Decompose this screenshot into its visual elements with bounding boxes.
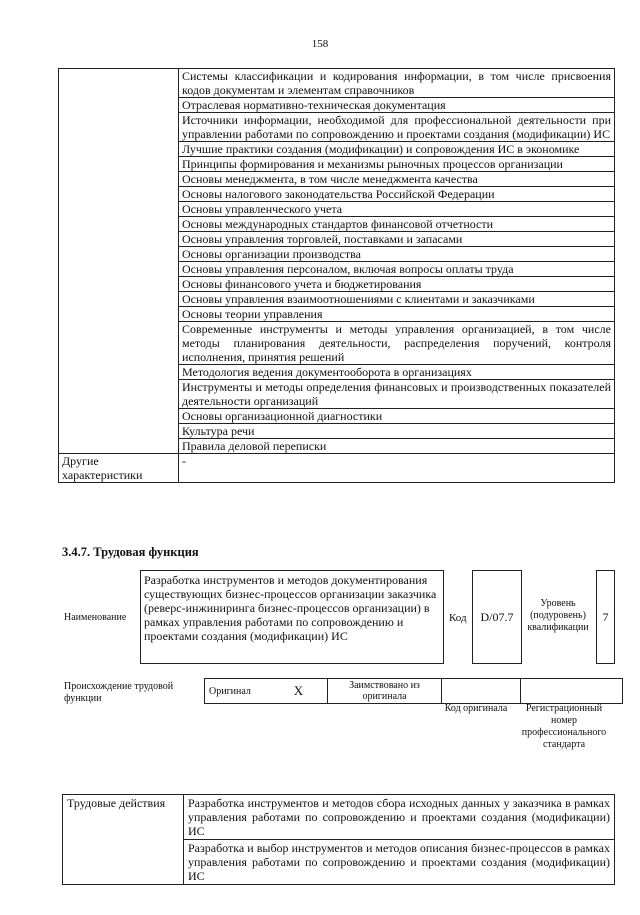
knowledge-item: Инструменты и методы определения финансовых и производственных показателей деятельности организаций (179, 380, 615, 409)
other-value: - (179, 454, 615, 483)
knowledge-item: Основы управленческого учета (179, 202, 615, 217)
knowledge-item: Основы организации производства (179, 247, 615, 262)
origin-label: Происхождение трудовой функции (64, 681, 174, 704)
function-name-box (140, 570, 444, 664)
knowledge-left-cell (59, 69, 179, 454)
action-item: Разработка и выбор инструментов и методов описания бизнес-процессов в рамках управления работами по сопровождению и проектами создания (модификации) ИС (184, 840, 615, 885)
original-mark: X (270, 679, 328, 704)
original-label: Оригинал (205, 679, 271, 704)
knowledge-item: Методология ведения документооборота в организациях (179, 365, 615, 380)
code-value: D/07.7 (472, 570, 522, 664)
reg-number-caption: Регистрационный номер профессионального стандарта (521, 703, 607, 750)
section-title: 3.4.7. Трудовая функция (62, 545, 199, 559)
code-original-cell (442, 679, 521, 704)
function-name: Разработка инструментов и методов документирования существующих бизнес-процессов организации заказчика (реверс-инжиниринга бизнес-процессов организации) в рамках управления работами по сопровождению и проектами создания (модификации) ИС (144, 573, 437, 643)
knowledge-item: Культура речи (179, 424, 615, 439)
knowledge-item: Основы организационной диагностики (179, 409, 615, 424)
knowledge-item: Основы управления торговлей, поставками и запасами (179, 232, 615, 247)
name-label: Наименование (64, 612, 127, 623)
borrowed-label: Заимствовано из оригинала (328, 679, 442, 704)
page-number: 158 (311, 38, 329, 50)
knowledge-item: Основы управления взаимоотношениями с клиентами и заказчиками (179, 292, 615, 307)
knowledge-item: Основы управления персоналом, включая вопросы оплаты труда (179, 262, 615, 277)
code-label: Код (449, 612, 467, 624)
actions-label: Трудовые действия (63, 795, 184, 885)
knowledge-table (58, 68, 615, 483)
knowledge-item: Отраслевая нормативно-техническая документация (179, 98, 615, 113)
reg-number-cell (521, 679, 623, 704)
actions-table (62, 794, 615, 885)
knowledge-item: Системы классификации и кодирования информации, в том числе присвоения кодов документам и элементам справочников (179, 69, 615, 98)
knowledge-item: Источники информации, необходимой для профессиональной деятельности при управлении работами по сопровождению и проектами создания (модификации) ИС (179, 113, 615, 142)
knowledge-item: Основы менеджмента, в том числе менеджмента качества (179, 172, 615, 187)
level-value: 7 (596, 570, 615, 664)
other-label: Другие характеристики (59, 454, 179, 483)
origin-table (204, 678, 623, 704)
knowledge-item: Правила деловой переписки (179, 439, 615, 454)
code-original-caption: Код оригинала (444, 703, 508, 714)
knowledge-item: Современные инструменты и методы управления организацией, в том числе методы планирования деятельности, распределения поручений, контроля исполнения, принятия решений (179, 322, 615, 365)
knowledge-item: Основы финансового учета и бюджетирования (179, 277, 615, 292)
knowledge-item: Основы международных стандартов финансовой отчетности (179, 217, 615, 232)
level-label: Уровень (подуровень) квалификации (527, 598, 589, 633)
knowledge-item: Основы налогового законодательства Российской Федерации (179, 187, 615, 202)
knowledge-item: Основы теории управления (179, 307, 615, 322)
knowledge-item: Лучшие практики создания (модификации) и сопровождения ИС в экономике (179, 142, 615, 157)
knowledge-item: Принципы формирования и механизмы рыночных процессов организации (179, 157, 615, 172)
action-item: Разработка инструментов и методов сбора исходных данных у заказчика в рамках управления работами по сопровождению и проектами создания (модификации) ИС (184, 795, 615, 840)
